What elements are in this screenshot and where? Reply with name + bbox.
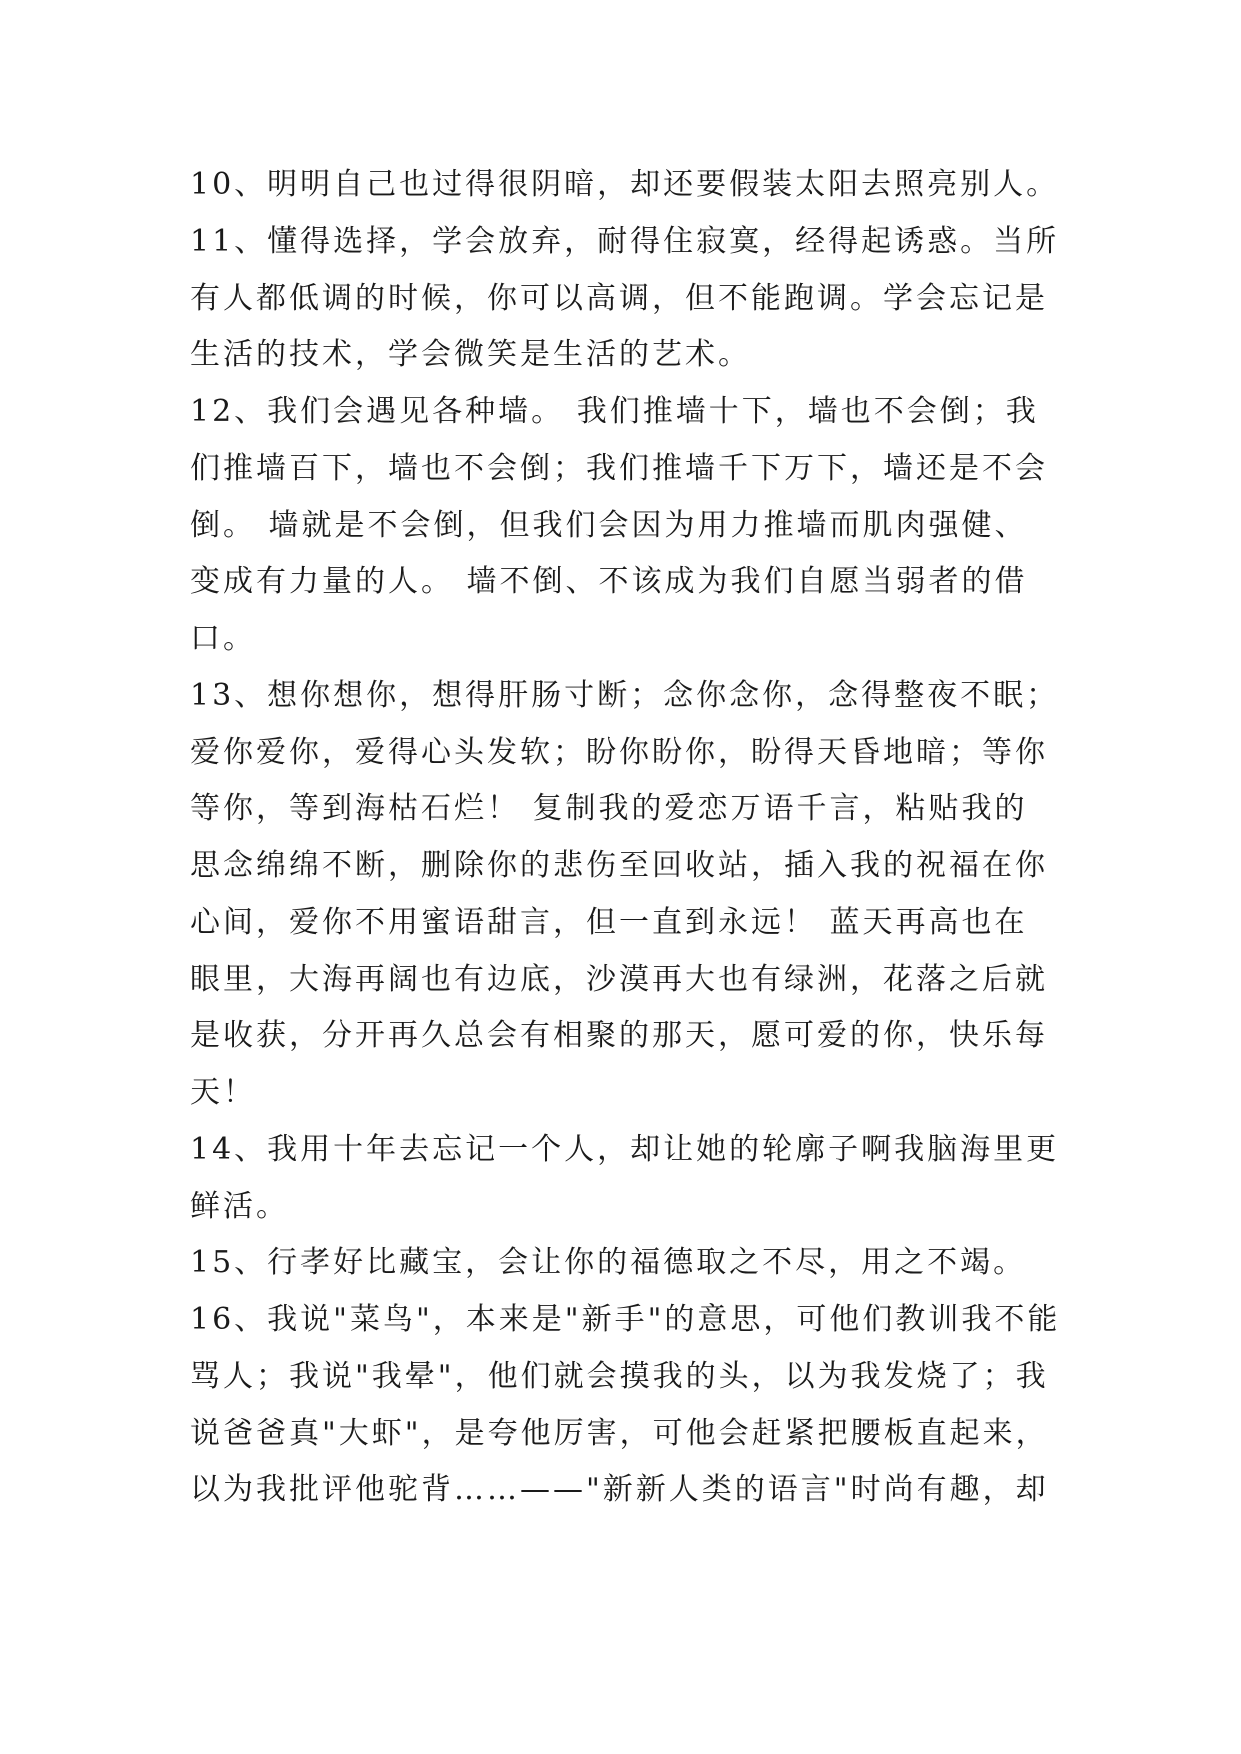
text-line: 天！: [190, 1075, 256, 1110]
text-line: 说爸爸真"大虾"，是夸他厉害，可他会赶紧把腰板直起来，: [190, 1416, 1049, 1451]
text-line: 心间，爱你不用蜜语甜言，但一直到永远！ 蓝天再高也在: [190, 905, 1028, 940]
text-line: 眼里，大海再阔也有边底，沙漠再大也有绿洲，花落之后就: [190, 962, 1048, 997]
text-line: 13、想你想你，想得肝肠寸断；念你念你，念得整夜不眠；: [190, 678, 1060, 713]
text-line: 生活的技术，学会微笑是生活的艺术。: [190, 337, 751, 372]
text-line: 变成有力量的人。 墙不倒、不该成为我们自愿当弱者的借: [190, 564, 1028, 599]
text-line: 骂人；我说"我晕"，他们就会摸我的头，以为我发烧了；我: [190, 1359, 1049, 1394]
text-line: 们推墙百下，墙也不会倒；我们推墙千下万下，墙还是不会: [190, 451, 1048, 486]
text-line: 16、我说"菜鸟"，本来是"新手"的意思，可他们教训我不能: [190, 1302, 1061, 1337]
text-line: 以为我批评他驼背……——"新新人类的语言"时尚有趣，却: [190, 1472, 1049, 1507]
text-line: 10、明明自己也过得很阴暗，却还要假装太阳去照亮别人。: [190, 167, 1060, 202]
text-line: 思念绵绵不断，删除你的悲伤至回收站，插入我的祝福在你: [190, 848, 1048, 883]
text-line: 倒。 墙就是不会倒，但我们会因为用力推墙而肌肉强健、: [190, 508, 1028, 543]
text-line: 11、懂得选择，学会放弃，耐得住寂寞，经得起诱惑。当所: [190, 224, 1060, 259]
text-line: 有人都低调的时候，你可以高调，但不能跑调。学会忘记是: [190, 281, 1048, 316]
text-line: 鲜活。: [190, 1189, 289, 1224]
text-line: 口。: [190, 621, 256, 656]
text-line: 爱你爱你，爱得心头发软；盼你盼你，盼得天昏地暗；等你: [190, 735, 1048, 770]
text-line: 14、我用十年去忘记一个人，却让她的轮廓子啊我脑海里更: [190, 1132, 1060, 1167]
text-line: 15、行孝好比藏宝，会让你的福德取之不尽，用之不竭。: [190, 1245, 1027, 1280]
text-line: 12、我们会遇见各种墙。 我们推墙十下，墙也不会倒；我: [190, 394, 1039, 429]
text-line: 是收获，分开再久总会有相聚的那天，愿可爱的你，快乐每: [190, 1018, 1048, 1053]
text-line: 等你，等到海枯石烂！ 复制我的爱恋万语千言，粘贴我的: [190, 791, 1028, 826]
